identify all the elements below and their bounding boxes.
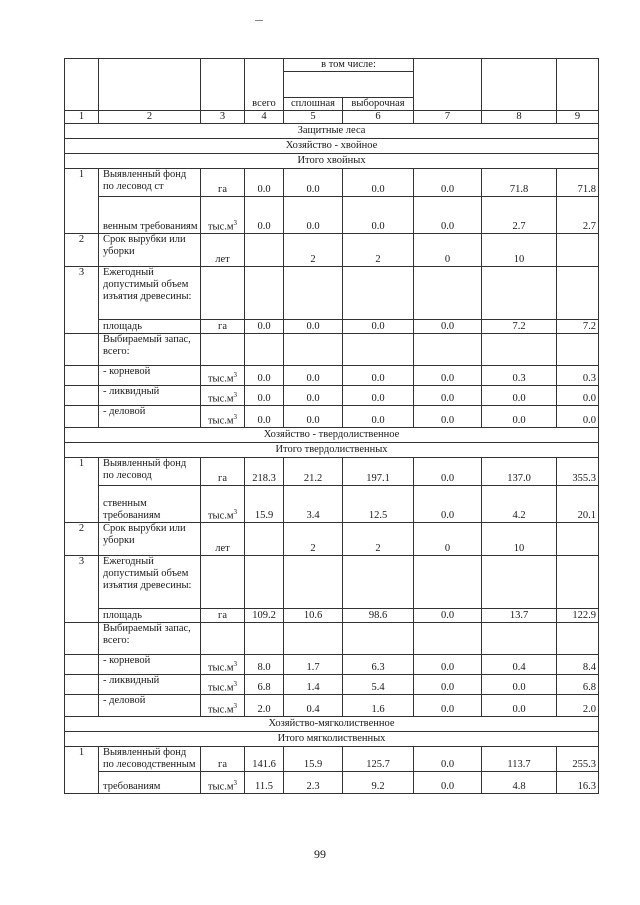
value-cell: 0.0: [482, 406, 557, 428]
column-number: 6: [343, 111, 414, 124]
value-cell: 109.2: [245, 609, 284, 623]
value-cell: 1.4: [284, 675, 343, 695]
farm-heading: Хозяйство - твердолиственное: [65, 428, 599, 443]
business-label: - деловой: [99, 406, 201, 428]
value-cell: 0.4: [482, 655, 557, 675]
unit-cell: $тыс.м^3$: [201, 486, 245, 523]
value-cell: 2.3: [284, 772, 343, 794]
total-heading: Итого мягколиственных: [65, 732, 599, 747]
value-cell: 197.1: [343, 458, 414, 486]
root-label: - корневой: [99, 655, 201, 675]
row-number: 2: [65, 234, 99, 267]
superscript-3: 3: [233, 778, 238, 787]
stock-row: [65, 623, 599, 655]
value-cell: 0.0: [414, 609, 482, 623]
empty-cell: [482, 556, 557, 609]
total-row: [65, 154, 599, 169]
value-cell: 0.0: [414, 772, 482, 794]
fund-label-bottom: венным требованиям: [99, 197, 201, 234]
stock-row: [65, 675, 599, 695]
value-cell: 0.0: [343, 169, 414, 197]
column-number: 8: [482, 111, 557, 124]
value-cell: 2.7: [557, 197, 599, 234]
term-label: Срок вырубки или уборки: [99, 234, 201, 267]
header-blank: [414, 59, 482, 111]
empty-cell: [284, 623, 343, 655]
empty-cell: [65, 406, 99, 428]
unit-cell: га: [201, 458, 245, 486]
value-cell: [557, 234, 599, 267]
value-cell: 137.0: [482, 458, 557, 486]
value-cell: 0: [414, 523, 482, 556]
empty-cell: [343, 267, 414, 320]
column-number: 2: [99, 111, 201, 124]
value-cell: 0.0: [414, 695, 482, 717]
value-cell: 0.0: [414, 386, 482, 406]
value-cell: 0.0: [414, 458, 482, 486]
unit-cell: га: [201, 169, 245, 197]
stock-label: Выбираемый запас, всего:: [99, 623, 201, 655]
value-cell: [557, 523, 599, 556]
unit-cell: $тыс.м^3$: [201, 772, 245, 794]
value-cell: 0.0: [343, 386, 414, 406]
value-cell: 0.0: [482, 695, 557, 717]
value-cell: 0: [414, 234, 482, 267]
row-number: 1: [65, 169, 99, 234]
column-number: 3: [201, 111, 245, 124]
business-label: - деловой: [99, 695, 201, 717]
row-number: 3: [65, 267, 99, 334]
value-cell: 2: [284, 523, 343, 556]
column-number: 7: [414, 111, 482, 124]
table-title: Защитные леса: [65, 124, 599, 139]
annual-row: [65, 267, 599, 320]
value-cell: 0.0: [557, 406, 599, 428]
value-cell: 0.0: [284, 366, 343, 386]
empty-cell: [201, 267, 245, 320]
value-cell: 5.4: [343, 675, 414, 695]
header-blank: [99, 59, 201, 111]
value-cell: 0.0: [414, 486, 482, 523]
value-cell: 71.8: [482, 169, 557, 197]
value-cell: 125.7: [343, 747, 414, 772]
value-cell: 0.0: [245, 406, 284, 428]
empty-cell: [201, 334, 245, 366]
farm-row: [65, 717, 599, 732]
unit-cell: га: [201, 747, 245, 772]
value-cell: 0.0: [414, 655, 482, 675]
empty-cell: [245, 623, 284, 655]
empty-cell: [65, 695, 99, 717]
value-cell: 218.3: [245, 458, 284, 486]
value-cell: 0.0: [284, 406, 343, 428]
value-cell: 0.0: [343, 197, 414, 234]
value-cell: [245, 523, 284, 556]
value-cell: 2: [343, 234, 414, 267]
forest-table: [64, 58, 599, 794]
empty-cell: [482, 623, 557, 655]
fund-row: [65, 772, 599, 794]
value-cell: 6.3: [343, 655, 414, 675]
value-cell: 113.7: [482, 747, 557, 772]
value-cell: 20.1: [557, 486, 599, 523]
annual-label: Ежегодный допустимый объем изъятия древесины:: [99, 267, 201, 320]
stock-row: [65, 695, 599, 717]
value-cell: 6.8: [557, 675, 599, 695]
value-cell: 0.0: [343, 366, 414, 386]
value-cell: 4.2: [482, 486, 557, 523]
value-cell: 0.0: [482, 675, 557, 695]
value-cell: 0.0: [414, 197, 482, 234]
value-cell: 0.0: [414, 747, 482, 772]
empty-cell: [65, 675, 99, 695]
value-cell: 0.0: [414, 169, 482, 197]
column-number: 5: [284, 111, 343, 124]
value-cell: 7.2: [557, 320, 599, 334]
term-row: [65, 523, 599, 556]
value-cell: [245, 234, 284, 267]
value-cell: 0.0: [414, 406, 482, 428]
empty-cell: [557, 623, 599, 655]
stock-row: [65, 386, 599, 406]
area-label: площадь: [99, 609, 201, 623]
superscript-3: 3: [233, 370, 238, 379]
header-blank: [201, 59, 245, 111]
annual-label: Ежегодный допустимый объем изъятия древесины:: [99, 556, 201, 609]
value-cell: 1.6: [343, 695, 414, 717]
value-cell: 0.3: [557, 366, 599, 386]
empty-cell: [65, 655, 99, 675]
empty-cell: [343, 556, 414, 609]
superscript-3: 3: [233, 701, 238, 710]
value-cell: 122.9: [557, 609, 599, 623]
value-cell: 21.2: [284, 458, 343, 486]
header-total: всего: [245, 59, 284, 111]
superscript-3: 3: [233, 390, 238, 399]
column-number-row: [65, 111, 599, 124]
scan-mark: [255, 20, 263, 21]
liquid-label: - ликвидный: [99, 675, 201, 695]
liquid-label: - ликвидный: [99, 386, 201, 406]
fund-label-top: Выявленный фонд по лесоводственным: [99, 747, 201, 772]
empty-cell: [343, 623, 414, 655]
empty-cell: [557, 556, 599, 609]
term-row: [65, 234, 599, 267]
empty-cell: [65, 623, 99, 655]
value-cell: 0.0: [414, 675, 482, 695]
value-cell: 0.0: [245, 386, 284, 406]
empty-cell: [414, 623, 482, 655]
area-row: [65, 320, 599, 334]
empty-cell: [343, 334, 414, 366]
value-cell: 11.5: [245, 772, 284, 794]
unit-cell: $тыс.м^3$: [201, 655, 245, 675]
empty-cell: [284, 267, 343, 320]
fund-label-bottom: требованиям: [99, 772, 201, 794]
unit-cell: га: [201, 609, 245, 623]
value-cell: 8.0: [245, 655, 284, 675]
value-cell: 0.0: [245, 366, 284, 386]
root-label: - корневой: [99, 366, 201, 386]
unit-cell: лет: [201, 234, 245, 267]
value-cell: 3.4: [284, 486, 343, 523]
row-number: 1: [65, 458, 99, 523]
superscript-3: 3: [233, 412, 238, 421]
area-label: площадь: [99, 320, 201, 334]
value-cell: 71.8: [557, 169, 599, 197]
fund-row: [65, 486, 599, 523]
value-cell: 10: [482, 523, 557, 556]
farm-heading: Хозяйство-мягколиственное: [65, 717, 599, 732]
empty-cell: [482, 334, 557, 366]
farm-row: [65, 139, 599, 154]
column-number: 9: [557, 111, 599, 124]
row-number: 3: [65, 556, 99, 623]
header-row: [65, 59, 599, 72]
fund-label-bottom: ственным требованиям: [99, 486, 201, 523]
unit-cell: $тыс.м^3$: [201, 675, 245, 695]
empty-cell: [201, 556, 245, 609]
page-number: 99: [314, 847, 326, 861]
unit-cell: $тыс.м^3$: [201, 197, 245, 234]
value-cell: 0.0: [284, 197, 343, 234]
stock-label: Выбираемый запас, всего:: [99, 334, 201, 366]
row-number: 2: [65, 523, 99, 556]
value-cell: 12.5: [343, 486, 414, 523]
total-heading: Итого хвойных: [65, 154, 599, 169]
annual-row: [65, 556, 599, 609]
fund-label-top: Выявленный фонд по лесовод: [99, 458, 201, 486]
value-cell: 10: [482, 234, 557, 267]
header-blank: [557, 59, 599, 111]
value-cell: 0.0: [414, 320, 482, 334]
value-cell: 0.0: [482, 386, 557, 406]
value-cell: 0.0: [343, 320, 414, 334]
total-row: [65, 443, 599, 458]
value-cell: 0.0: [245, 169, 284, 197]
value-cell: 0.0: [343, 406, 414, 428]
unit-cell: лет: [201, 523, 245, 556]
value-cell: 4.8: [482, 772, 557, 794]
empty-cell: [65, 366, 99, 386]
empty-cell: [65, 386, 99, 406]
fund-row: [65, 747, 599, 772]
value-cell: 0.0: [284, 386, 343, 406]
value-cell: 10.6: [284, 609, 343, 623]
empty-cell: [557, 334, 599, 366]
header-selective: выборочная: [343, 98, 414, 111]
stock-row: [65, 406, 599, 428]
unit-cell: га: [201, 320, 245, 334]
header-blank: [65, 59, 99, 111]
header-blank: [284, 72, 414, 98]
value-cell: 0.0: [245, 197, 284, 234]
value-cell: 0.0: [284, 320, 343, 334]
farm-heading: Хозяйство - хвойное: [65, 139, 599, 154]
row-number: 1: [65, 747, 99, 794]
value-cell: 16.3: [557, 772, 599, 794]
farm-row: [65, 428, 599, 443]
value-cell: 0.0: [284, 169, 343, 197]
fund-row: [65, 197, 599, 234]
value-cell: 0.0: [557, 386, 599, 406]
value-cell: 1.7: [284, 655, 343, 675]
superscript-3: 3: [233, 679, 238, 688]
value-cell: 355.3: [557, 458, 599, 486]
value-cell: 0.0: [414, 366, 482, 386]
column-number: 1: [65, 111, 99, 124]
stock-row: [65, 334, 599, 366]
fund-row: [65, 169, 599, 197]
fund-row: [65, 458, 599, 486]
column-number: 4: [245, 111, 284, 124]
value-cell: 0.3: [482, 366, 557, 386]
fund-label-top: Выявленный фонд по лесовод ст: [99, 169, 201, 197]
header-subgroup: в том числе:: [284, 59, 414, 72]
superscript-3: 3: [233, 659, 238, 668]
value-cell: 2: [284, 234, 343, 267]
superscript-3: 3: [233, 507, 238, 516]
value-cell: 2.7: [482, 197, 557, 234]
term-label: Срок вырубки или уборки: [99, 523, 201, 556]
empty-cell: [557, 267, 599, 320]
empty-cell: [245, 556, 284, 609]
value-cell: 255.3: [557, 747, 599, 772]
superscript-3: 3: [233, 218, 238, 227]
empty-cell: [245, 267, 284, 320]
empty-cell: [284, 556, 343, 609]
value-cell: 6.8: [245, 675, 284, 695]
value-cell: 2.0: [245, 695, 284, 717]
stock-row: [65, 366, 599, 386]
empty-cell: [245, 334, 284, 366]
value-cell: 2: [343, 523, 414, 556]
empty-cell: [482, 267, 557, 320]
value-cell: 141.6: [245, 747, 284, 772]
value-cell: 8.4: [557, 655, 599, 675]
unit-cell: $тыс.м^3$: [201, 406, 245, 428]
value-cell: 13.7: [482, 609, 557, 623]
unit-cell: $тыс.м^3$: [201, 366, 245, 386]
stock-row: [65, 655, 599, 675]
area-row: [65, 609, 599, 623]
empty-cell: [414, 556, 482, 609]
empty-cell: [414, 267, 482, 320]
value-cell: 15.9: [245, 486, 284, 523]
unit-cell: $тыс.м^3$: [201, 695, 245, 717]
empty-cell: [201, 623, 245, 655]
value-cell: 2.0: [557, 695, 599, 717]
value-cell: 0.0: [245, 320, 284, 334]
value-cell: 9.2: [343, 772, 414, 794]
unit-cell: $тыс.м^3$: [201, 386, 245, 406]
empty-cell: [284, 334, 343, 366]
total-heading: Итого твердолиственных: [65, 443, 599, 458]
header-solid: сплошная: [284, 98, 343, 111]
value-cell: 0.4: [284, 695, 343, 717]
header-blank: [482, 59, 557, 111]
value-cell: 15.9: [284, 747, 343, 772]
title-row: [65, 124, 599, 139]
total-row: [65, 732, 599, 747]
empty-cell: [65, 334, 99, 366]
value-cell: 7.2: [482, 320, 557, 334]
value-cell: 98.6: [343, 609, 414, 623]
empty-cell: [414, 334, 482, 366]
